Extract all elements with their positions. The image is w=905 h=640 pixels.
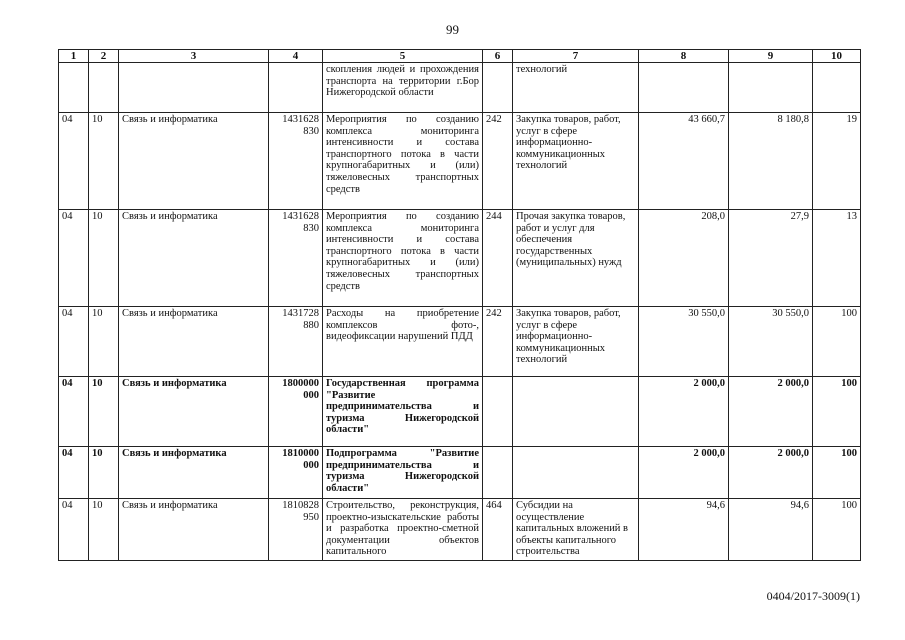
section-name-cell: Связь и информатика <box>119 307 269 377</box>
column-header-5: 5 <box>323 50 483 63</box>
column-header-4: 4 <box>269 50 323 63</box>
planned-amount-cell: 43 660,7 <box>639 113 729 210</box>
table-row <box>59 63 861 113</box>
expense-type-name-cell <box>513 447 639 499</box>
chapter-cell <box>59 63 89 113</box>
expense-type-cell: 464 <box>483 499 513 561</box>
expense-type-cell <box>483 447 513 499</box>
actual-amount-cell: 8 180,8 <box>729 113 813 210</box>
expense-type-cell: 242 <box>483 113 513 210</box>
section-name-cell: Связь и информатика <box>119 499 269 561</box>
chapter-cell: 04 <box>59 499 89 561</box>
section-name-cell <box>119 63 269 113</box>
subsection-cell: 10 <box>89 210 119 307</box>
expense-type-name-cell: технологий <box>513 63 639 113</box>
expense-type-cell: 242 <box>483 307 513 377</box>
actual-amount-cell: 2 000,0 <box>729 447 813 499</box>
section-name-cell: Связь и информатика <box>119 377 269 447</box>
table-body <box>59 63 861 561</box>
column-header-2: 2 <box>89 50 119 63</box>
target-code-cell: 1810000 000 <box>269 447 323 499</box>
percent-cell: 13 <box>813 210 861 307</box>
actual-amount-cell: 2 000,0 <box>729 377 813 447</box>
expense-type-name-cell: Прочая закупка товаров, работ и услуг для обеспечения государственных (муниципальных) нужд <box>513 210 639 307</box>
chapter-cell: 04 <box>59 210 89 307</box>
planned-amount-cell: 208,0 <box>639 210 729 307</box>
chapter-cell: 04 <box>59 113 89 210</box>
percent-cell: 19 <box>813 113 861 210</box>
table-row <box>59 447 861 499</box>
planned-amount-cell: 30 550,0 <box>639 307 729 377</box>
column-header-1: 1 <box>59 50 89 63</box>
actual-amount-cell: 30 550,0 <box>729 307 813 377</box>
percent-cell: 100 <box>813 447 861 499</box>
target-code-cell: 1431728 880 <box>269 307 323 377</box>
planned-amount-cell: 94,6 <box>639 499 729 561</box>
subsection-cell: 10 <box>89 499 119 561</box>
target-code-cell: 1431628 830 <box>269 113 323 210</box>
actual-amount-cell: 94,6 <box>729 499 813 561</box>
subsection-cell: 10 <box>89 307 119 377</box>
expense-type-name-cell: Субсидии на осуществление капитальных вложений в объекты капитального строительства <box>513 499 639 561</box>
chapter-cell: 04 <box>59 447 89 499</box>
section-name-cell: Связь и информатика <box>119 210 269 307</box>
target-code-cell: 1800000 000 <box>269 377 323 447</box>
percent-cell: 100 <box>813 377 861 447</box>
target-code-cell: 1431628 830 <box>269 210 323 307</box>
budget-table <box>58 49 861 561</box>
page-number: 99 <box>446 22 459 37</box>
table-row <box>59 377 861 447</box>
target-code-cell: 1810828 950 <box>269 499 323 561</box>
section-name-cell: Связь и информатика <box>119 447 269 499</box>
column-header-9: 9 <box>729 50 813 63</box>
program-name-cell: Государственная программа "Развитие предпринимательства и туризма Нижегородской области" <box>323 377 483 447</box>
subsection-cell <box>89 63 119 113</box>
expense-type-name-cell: Закупка товаров, работ, услуг в сфере информационно-коммуникационных технологий <box>513 307 639 377</box>
column-header-6: 6 <box>483 50 513 63</box>
expense-type-cell <box>483 63 513 113</box>
document-code: 0404/2017-3009(1) <box>766 589 860 603</box>
planned-amount-cell: 2 000,0 <box>639 447 729 499</box>
column-header-8: 8 <box>639 50 729 63</box>
program-name-cell: Мероприятия по созданию комплекса мониторинга интенсивности и состава транспортного потока в части крупногабаритных и (или) тяжеловесных транспортных средств <box>323 113 483 210</box>
expense-type-cell: 244 <box>483 210 513 307</box>
program-name-cell: Расходы на приобретение комплексов фото-, видеофиксации нарушений ПДД <box>323 307 483 377</box>
program-name-cell: Строительство, реконструкция, проектно-изыскательские работы и разработка проектно-сметной документации объектов капитального <box>323 499 483 561</box>
column-header-7: 7 <box>513 50 639 63</box>
planned-amount-cell <box>639 63 729 113</box>
column-header-3: 3 <box>119 50 269 63</box>
section-name-cell: Связь и информатика <box>119 113 269 210</box>
chapter-cell: 04 <box>59 377 89 447</box>
chapter-cell: 04 <box>59 307 89 377</box>
program-name-cell: Мероприятия по созданию комплекса мониторинга интенсивности и состава транспортного потока в части крупногабаритных и (или) тяжеловесных транспортных средств <box>323 210 483 307</box>
program-name-cell: скопления людей и прохождения транспорта на территории г.Бор Нижегородской области <box>323 63 483 113</box>
program-name-cell: Подпрограмма "Развитие предпринимательства и туризма Нижегородской области" <box>323 447 483 499</box>
table-row <box>59 210 861 307</box>
planned-amount-cell: 2 000,0 <box>639 377 729 447</box>
percent-cell: 100 <box>813 499 861 561</box>
actual-amount-cell: 27,9 <box>729 210 813 307</box>
percent-cell <box>813 63 861 113</box>
percent-cell: 100 <box>813 307 861 377</box>
expense-type-name-cell: Закупка товаров, работ, услуг в сфере информационно-коммуникационных технологий <box>513 113 639 210</box>
column-header-10: 10 <box>813 50 861 63</box>
table-row <box>59 307 861 377</box>
expense-type-cell <box>483 377 513 447</box>
subsection-cell: 10 <box>89 113 119 210</box>
actual-amount-cell <box>729 63 813 113</box>
table-row <box>59 113 861 210</box>
table-header-row <box>59 50 861 63</box>
target-code-cell <box>269 63 323 113</box>
table-row <box>59 499 861 561</box>
subsection-cell: 10 <box>89 447 119 499</box>
subsection-cell: 10 <box>89 377 119 447</box>
expense-type-name-cell <box>513 377 639 447</box>
